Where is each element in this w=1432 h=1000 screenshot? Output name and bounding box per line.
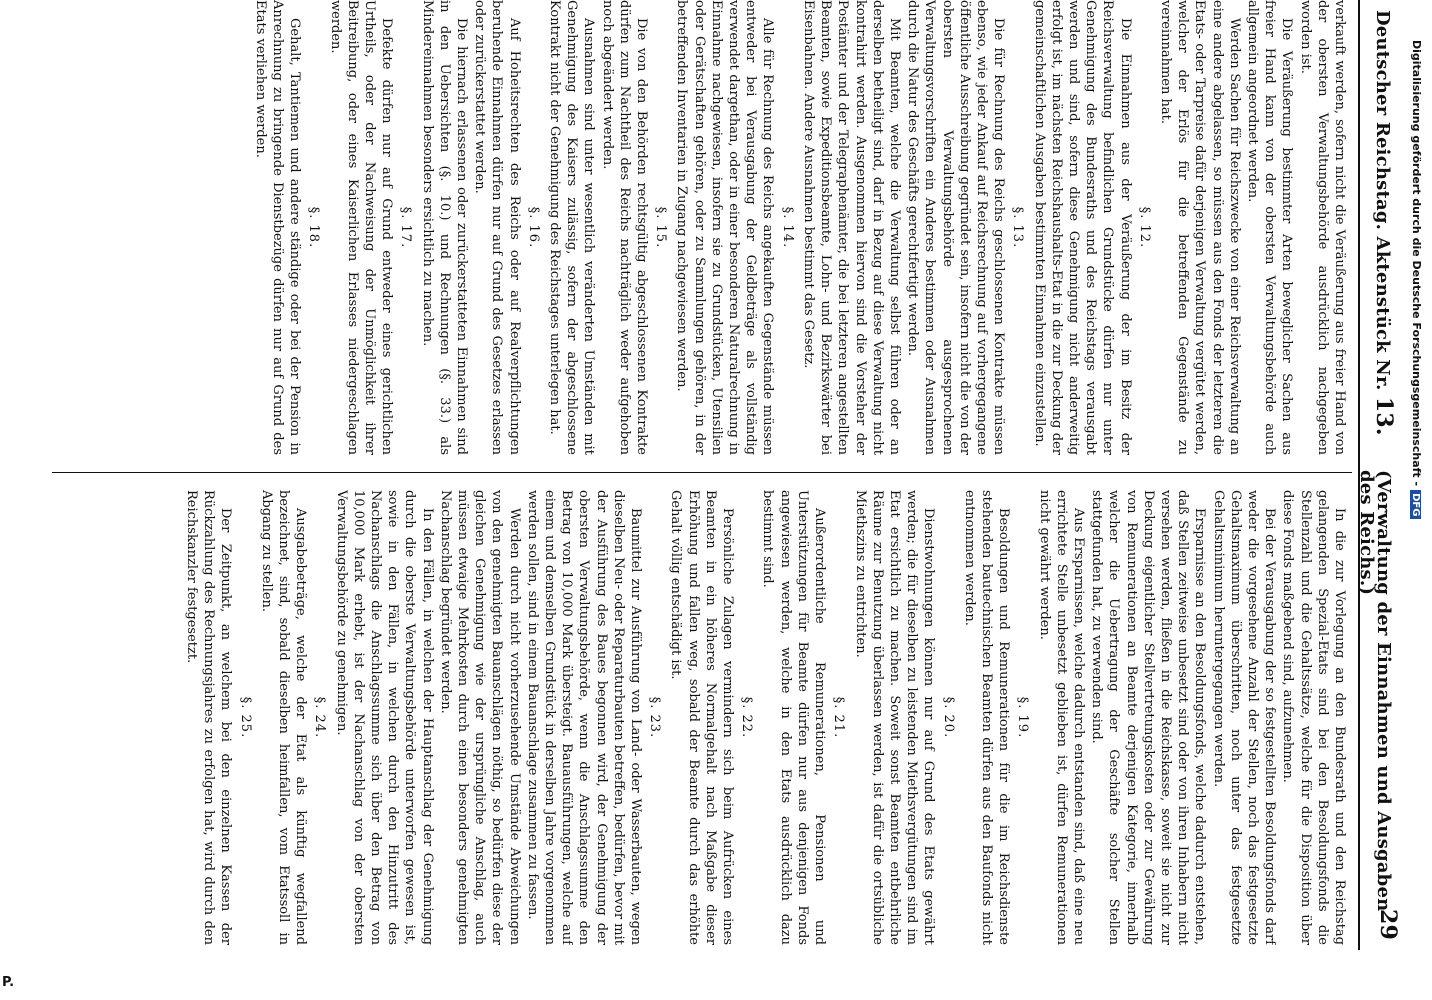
paragraph: Besoldungen und Remunerationen für die im Reichsdienste stehenden bautechnischen Beamten dürfen aus den Baufonds nicht entnommen werden. xyxy=(961,490,1012,945)
paragraph: Die Einnahmen aus der Veräußerung der im Besitz der Reichsverwaltung befindlichen Grundstücke dürfen nur unter Genehmigung des Bundesraths und des Reichstags verausgabt werden und sind, sofern diese Genehmigung nicht anderweitig erfolgt ist, im nächsten Reichshaushalts-Etat in die zur Deckung der gemeinschaftlichen Ausgaben bestimmten Einnahmen einzustellen. xyxy=(1031,0,1133,455)
header-rule xyxy=(1358,0,1360,950)
paragraph: Aus Ersparnissen, welche dadurch entstanden sind, daß eine neu errichtete Stelle unbesetzt geblieben ist, dürfen Remunerationen nicht gewährt werden. xyxy=(1036,490,1086,945)
paragraph: Werden durch nicht vorherzusehende Umstände Abweichungen von den genehmigten Bauanschlägen nöthig, so bedürfen diese der gleichen Genehmigung wie der ursprüngliche Anschlag, auch müssen etwaige Mehrkosten durch einen besonders genehmigten Nachanschlag begründet werden. xyxy=(437,490,522,945)
paragraph: Ersparnisse an den Besoldungsfonds, welche dadurch entstehen, daß Stellen zeitweise unbesetzt sind oder von ihren Inhabern nicht versehen werden, fließen in die Reichskasse, soweit sie nicht zur Deckung eigentlicher Stellvertretungskosten oder zur Gewährung von Remunerationen an Beamte derjenigen Kategorie, innerhalb welcher die Uebertragung der Geschäfte solcher Stellen stattgefunden hat, zu verwenden sind. xyxy=(1089,490,1208,945)
section-heading: §. 23. xyxy=(647,696,663,739)
header-title: Deutscher Reichstag. Aktenstück Nr. xyxy=(1372,10,1393,391)
section-heading: §. 15. xyxy=(653,206,669,249)
paragraph: Auf Hoheitsrechten des Reichs oder auf Realverpflichtungen beruhende Einnahmen dürfen nur auf Grund des Gesetzes erlassen oder zurückerstattet werden. xyxy=(472,0,522,455)
paragraph: Persönliche Zulagen vermindern sich beim Aufrücken eines Beamten in ein höheres Normalgehalt nach Maßgabe dieser Erhöhung und fallen weg, sobald der Beamte durch das erhöhte Gehalt völlig entschädigt ist. xyxy=(668,490,736,945)
section-heading: §. 25. xyxy=(237,696,253,739)
section-heading: §. 21. xyxy=(831,696,847,739)
paragraph: Ausgabebeträge, welche der Etat als künftig wegfallend bezeichnet, sind, sobald dieselben heimfallen, vom Etatssoll in Abgang zu stellen. xyxy=(258,490,309,945)
note-text: Digitalisierung gefördert durch die Deutsche Forschungsgemeinschaft - xyxy=(1410,40,1423,487)
paragraph: In die zur Vorlegung an den Bundesrath und den Reichstag gelangenden Spezial-Etats sind bei den Besoldungsfonds die Stellenzahl und die Gehaltssätze, welche für die Disposition über diese Fonds maßgebend sind, aufzunehmen. xyxy=(1280,490,1347,945)
page-header xyxy=(1355,0,1401,950)
section-heading: §. 13. xyxy=(1010,206,1026,249)
paragraph: Die für Rechnung des Reichs geschlossenen Kontrakte müssen ebenso, wie jeder Ankauf auf Reichsrechnung auf vorhergegangene öffentliche Ausschreibung gegründet sein, insofern nicht die von der obersten Verwaltungsbehörde ausgesprochenen Verwaltungsvorschriften ein Anderes bestimmen oder Ausnahmen durch die Natur des Geschäfts gerechtfertigt werden. xyxy=(905,0,1007,455)
section-heading: §. 24. xyxy=(312,696,328,739)
section-heading: §. 16. xyxy=(525,206,541,249)
section-heading: §. 20. xyxy=(940,696,956,739)
paragraph: Alle für Rechnung des Reichs angekauften Gegenstände müssen entweder bei Verausgabung der Geldbeträge als vollständig verwendet dargethan, oder in einer besonderen Naturalrechnung in Einnahme nachgewiesen, insofern sie zu Grundstücken, Utensilien oder Gerätschaften gehören, oder zu Sammlungen gehören, in der betreffenden Inventarien in Zugang nachgewiesen werden. xyxy=(674,0,776,455)
section-heading: §. 22. xyxy=(739,696,755,739)
column-separator xyxy=(52,472,1352,473)
paragraph: Mit Beamten, welche die Verwaltung selbst führen oder an derselben betheiligt sind, darf in Bezug auf diese Verwaltung nicht kontrahirt werden. Ausgenommen hiervon sind die Vorsteher der Postämter und der Telegraphenämter, die bei letzteren angestellten Beamten, sowie Expeditionsbeamte, Lohn- und Bezirkswärter bei Eisenbahnen. Andere Ausnahmen bestimmt das Gesetz. xyxy=(800,0,902,455)
section-heading: §. 12. xyxy=(1136,206,1152,249)
page-number: 29 xyxy=(1375,908,1401,940)
header-number: 13. xyxy=(1371,396,1397,436)
paragraph: Bei der Verausgabung der so festgestellten Besoldungsfonds darf weder die vorgesehene Anzahl der Stellen, noch das festgesetzte Gehaltsmaximum überschritten, noch unter das festgesetzte Gehaltsminimum heruntergegangen werden. xyxy=(1210,490,1278,945)
edge-mark: P. xyxy=(2,975,15,990)
paragraph: verkauft werden, sofern nicht die Veräußerung aus freier Hand von der obersten Verwaltungsbehörde ausdrücklich nachgegeben worden ist. xyxy=(1297,0,1347,455)
header-section: (Verwaltung der Einnahmen und Ausgaben des Reichs.) xyxy=(1355,470,1394,912)
digitization-note xyxy=(1405,40,1427,960)
paragraph: Baumittel zur Ausführung von Land- oder Wasserbauten, wegen dieselben Neu- oder Reparaturbauten betreffen, bedürfen, bevor mit der Ausführung des Baues begonnen wird, der Genehmigung der obersten Verwaltungsbehörde, wenn die Anschlagssumme den Betrag von 10,000 Mark übersteigt. Bauausführungen, welche auf einem und demselben Grundstück in derselben Jahre vorgenommen werden sollen, sind in einem Bauanschlage zusammen zu fassen. xyxy=(524,490,644,945)
section-heading: §. 17. xyxy=(398,206,414,249)
paragraph: Gehalt, Tantiemen und andere ständige oder bei der Pension in Anrechnung zu bringende Dienstbezüge dürfen nur auf Grund des Etats verliehen werden. xyxy=(252,0,303,455)
paragraph: Werden Sachen für Reichszwecke von einer Reichsverwaltung an eine andere abgelassen, so müssen aus den Fonds der letzteren die Etats- oder Tarpreise dafür derjenigen Verwaltung vergütet werden, welcher der Erlös für die betreffenden Gegenstände zu vereinnahmen hat. xyxy=(1157,0,1242,455)
paragraph: Der Zeitpunkt, an welchem bei den einzelnen Kassen der Rückzahlung des Rechnungsjahres zu erfolgen hat, wird durch den Reichskanzler festgesetzt. xyxy=(184,490,234,945)
header-left xyxy=(1371,10,1397,436)
paragraph: Außerordentliche Remunerationen, Pensionen und Unterstützungen für Beamte dürfen nur aus denjenigen Fonds angewiesen werden, welche in den Etats ausdrücklich dazu bestimmt sind. xyxy=(760,490,828,945)
paragraph: In den Fällen, in welchen der Hauptanschlag der Genehmigung durch die oberste Verwaltungsbehörde unterworfen gewesen ist, sowie in den Fällen, in welchen durch den Hinzutritt des Nachanschlags die Anschlagssumme sich über den Betrag von 10,000 Mark erhebt, ist der Nachanschlag von der obersten Verwaltungsbehörde zu genehmigen. xyxy=(333,490,435,945)
right-column xyxy=(18,490,1348,945)
paragraph: Die von den Behörden rechtsgültig abgeschlossenen Kontrakte dürfen zum Nachtheil des Reichs nachträglich weder aufgehoben noch abgeändert werden. xyxy=(599,0,650,455)
left-column xyxy=(18,0,1348,455)
paragraph: Die Veräußerung bestimmter Arten beweglicher Sachen aus freier Hand kann von der obersten Verwaltungsbehörde auch allgemein angeordnet werden. xyxy=(1244,0,1295,455)
paragraph: Die hiernach erlassenen oder zurückerstatteten Einnahmen sind in den Uebersichten (§. 10.) und Rechnungen (§. 33.) als Mindereinnahmen besonders ersichtlich zu machen. xyxy=(419,0,470,455)
dfg-badge: DFG xyxy=(1410,490,1421,519)
paragraph: Defekte dürfen nur auf Grund entweder eines gerichtlichen Urtheils, oder der Nachweisung der Unmöglichkeit ihrer Beitreibung, oder eines Kaiserlichen Erlasses niedergeschlagen werden. xyxy=(327,0,395,455)
paragraph: Ausnahmen sind unter wesentlich veränderten Umständen mit Genehmigung des Kaisers zulässig, sofern der abgeschlossene Kontrakt nicht der Genehmigung des Reichstages unterlegen hat. xyxy=(547,0,597,455)
section-heading: §. 14. xyxy=(779,206,795,249)
section-heading: §. 18. xyxy=(306,206,322,249)
paragraph: Dienstwohnungen können nur auf Grund des Etats gewährt werden; die für dieselben zu leistenden Miethsvergütungen sind im Etat ersichtlich zu machen. Soweit sonst Beamten entbehrliche Räume zur Benutzung überlassen werden, ist dafür die ortsübliche Miethszins zu entrichten. xyxy=(852,490,937,945)
digitization-note-text xyxy=(1401,40,1423,960)
section-heading: §. 19. xyxy=(1015,696,1031,739)
